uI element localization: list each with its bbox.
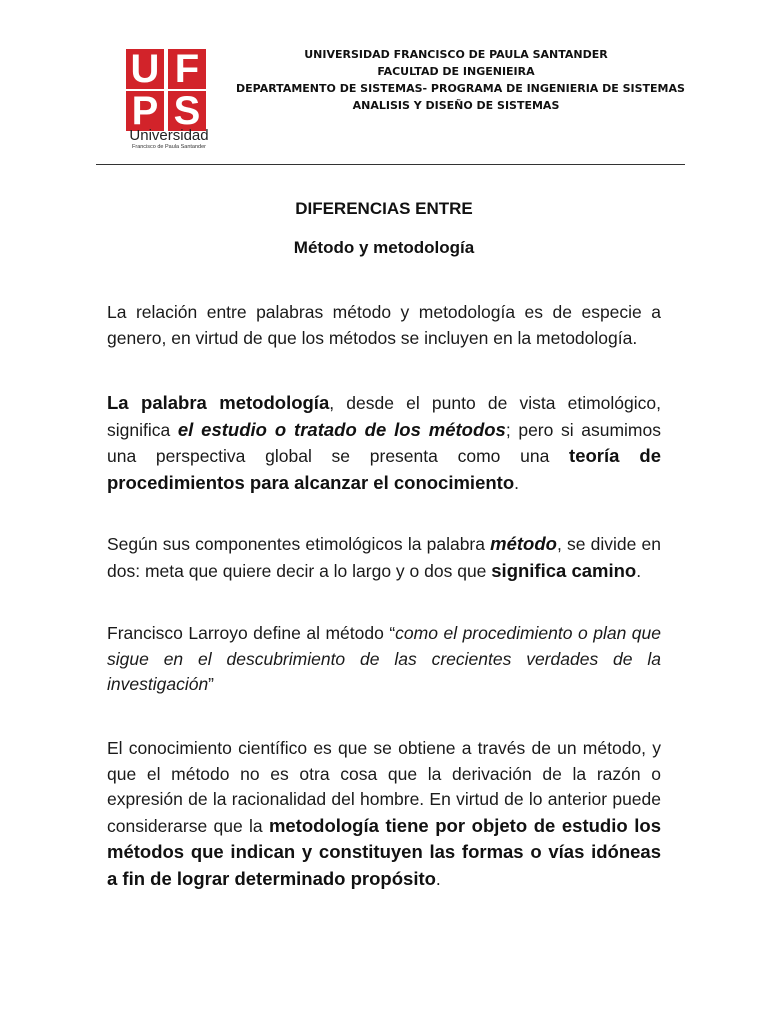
- paragraph-5-bold: metodología tiene por objeto de estudio los métodos que indican y constituyen las formas o vías idóneas a fin de lograr determinado propósito: [107, 814, 661, 889]
- logo-letter-s: S: [168, 91, 206, 131]
- header-line-university: UNIVERSIDAD FRANCISCO DE PAULA SANTANDER: [304, 48, 608, 61]
- header-line-faculty: FACULTAD DE INGENIEIRA: [377, 65, 535, 78]
- paragraph-4-close-quote: ”: [208, 674, 214, 694]
- header-divider: [96, 164, 685, 165]
- paragraph-5-period: .: [435, 868, 441, 889]
- paragraph-3-bold-italic: método: [490, 533, 557, 554]
- paragraph-3-text-a: Según sus componentes etimológicos la palabra: [107, 534, 491, 554]
- paragraph-4: [107, 621, 661, 698]
- paragraph-3-period: .: [636, 560, 642, 581]
- paragraph-2-bold-tail: teoría de procedimientos para alcanzar el conocimiento: [107, 445, 661, 493]
- paragraph-2-text-a: , desde el punto de vista etimológico, significa: [107, 393, 661, 440]
- paragraph-5: [107, 736, 661, 892]
- paragraph-1-text: La relación entre palabras método y metodología es de especie a genero, en virtud de que los métodos se incluyen en la metodología.: [107, 302, 661, 348]
- logo-letter-grid: [126, 49, 206, 131]
- header-line-department: DEPARTAMENTO DE SISTEMAS- PROGRAMA DE INGENIERIA DE SISTEMAS: [236, 82, 685, 95]
- logo-university-name: Universidad: [129, 127, 209, 144]
- paragraph-2-period: .: [514, 472, 519, 493]
- paragraph-2-bold-lead: La palabra metodología: [107, 392, 330, 413]
- logo-letter-p: P: [126, 91, 164, 131]
- logo-university-subname: Francisco de Paula Santander: [132, 144, 206, 150]
- logo-letter-u: U: [126, 49, 164, 89]
- paragraph-3: [107, 531, 661, 584]
- logo-letter-f: F: [168, 49, 206, 89]
- university-logo: [124, 46, 214, 154]
- paragraph-3-bold: significa camino: [491, 559, 637, 581]
- header-line-course: ANALISIS Y DISEÑO DE SISTEMAS: [352, 99, 560, 112]
- paragraph-2-bold-italic: el estudio o tratado de los métodos: [177, 418, 506, 440]
- paragraph-2: [107, 390, 661, 496]
- paragraph-4-quote: como el procedimiento o plan que sigue en el descubrimiento de las crecientes verdades de la investigación: [107, 623, 661, 694]
- document-subtitle: Método y metodología: [293, 238, 475, 257]
- paragraph-4-text-a: Francisco Larroyo define al método “: [107, 623, 396, 643]
- institution-header: [236, 46, 685, 114]
- paragraph-3-text-b: , se divide en dos: meta que quiere decir a lo largo y o dos que: [107, 534, 661, 581]
- document-title: DIFERENCIAS ENTRE: [295, 199, 473, 218]
- paragraph-2-text-b: ; pero si asumimos una perspectiva global se presenta como una: [107, 419, 661, 466]
- paragraph-1: [107, 300, 661, 351]
- paragraph-5-text-a: El conocimiento científico es que se obtiene a través de un método, y que el método no es otra cosa que la derivación de la razón o expresión de la racionalidad del hombre. En virtud de lo anterior puede considerarse que la: [107, 738, 661, 836]
